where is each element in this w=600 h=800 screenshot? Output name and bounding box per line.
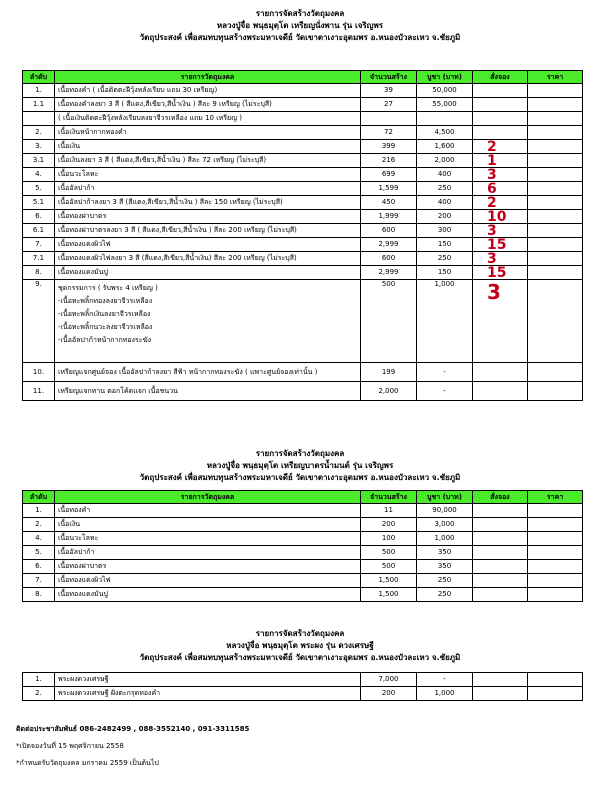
row-price: -	[417, 673, 473, 687]
row-price: 1,000	[417, 532, 473, 546]
row-no: 3.	[23, 140, 55, 154]
table-row	[23, 363, 583, 382]
row-order[interactable]	[473, 112, 528, 126]
row-no: 4.	[23, 532, 55, 546]
col-total: ราคา	[528, 491, 583, 504]
row-total[interactable]	[528, 182, 583, 196]
row-qty: 450	[361, 196, 417, 210]
table-row	[23, 687, 583, 701]
row-order[interactable]	[473, 98, 528, 112]
row-order[interactable]	[473, 504, 528, 518]
row-total[interactable]	[528, 98, 583, 112]
row-total[interactable]	[528, 84, 583, 98]
row-item: เนื้อเงิน	[55, 140, 361, 154]
row-price: 2,000	[417, 154, 473, 168]
row-order[interactable]: 1	[473, 154, 528, 168]
row-item: เนื้อทองคำ	[55, 504, 361, 518]
section2-title: รายการจัดสร้างวัตถุมงคล	[255, 449, 345, 458]
section1-title: รายการจัดสร้างวัตถุมงคล	[255, 9, 345, 18]
row-item: เนื้อเงินหน้ากากทองคำ	[55, 126, 361, 140]
row-order[interactable]: 6	[473, 182, 528, 196]
set-subitem: -เนื้อทะพลิ้กทองลงยาจีวรเหลือง	[58, 297, 153, 305]
row-item: เนื้ออัลปาก้าลงยา 3 สี (สีแดง,สีเขียว,สีน้ำเงิน ) สีละ 150 เหรียญ (ไม่ระบุสี)	[55, 196, 361, 210]
row-total[interactable]	[528, 210, 583, 224]
row-no	[23, 112, 55, 126]
row-order[interactable]	[473, 363, 528, 382]
row-total[interactable]	[528, 560, 583, 574]
row-order[interactable]	[473, 126, 528, 140]
row-qty: 11	[361, 504, 417, 518]
section2-header	[0, 448, 600, 484]
table-row	[23, 196, 583, 210]
table-row	[23, 382, 583, 401]
row-order[interactable]: 2	[473, 140, 528, 154]
row-order[interactable]	[473, 532, 528, 546]
section1-table	[22, 70, 583, 401]
row-order[interactable]	[473, 84, 528, 98]
table-row	[23, 252, 583, 266]
row-price: 350	[417, 560, 473, 574]
row-total[interactable]	[528, 224, 583, 238]
section3-purpose: วัตถุประสงค์ เพื่อสมทบทุนสร้างพระมหาเจดีย์ วัดเขาตาเงาะอุดมพร อ.หนองบัวละเหว จ.ชัยภูมิ	[139, 653, 461, 662]
row-item: เนื้อนวะโลหะ	[55, 168, 361, 182]
table-row	[23, 238, 583, 252]
row-item: เนื้อทองฝาบาตร	[55, 210, 361, 224]
set-subitem: -เนื้อทะพลิ้กเงินลงยาจีวรเหลือง	[58, 310, 151, 318]
row-no: 1.	[23, 504, 55, 518]
table-row	[23, 210, 583, 224]
table-row	[23, 140, 583, 154]
row-price: 250	[417, 182, 473, 196]
row-price: 300	[417, 224, 473, 238]
row-price: 200	[417, 210, 473, 224]
table-row-set	[23, 280, 583, 363]
row-no: 10.	[23, 363, 55, 382]
row-item: เนื้อทองแดงมันปู	[55, 266, 361, 280]
section1-purpose: วัตถุประสงค์ เพื่อสมทบทุนสร้างพระมหาเจดีย์ วัดเขาตาเงาะอุดมพร อ.หนองบัวละเหว จ.ชัยภูมิ	[139, 33, 461, 42]
row-total[interactable]	[528, 687, 583, 701]
row-no: 8.	[23, 588, 55, 602]
row-no: 2.	[23, 518, 55, 532]
table-row	[23, 168, 583, 182]
row-item: เนื้ออัลปาก้า	[55, 182, 361, 196]
row-item: เนื้อทองคำ ( เนื้อติดตะฝีวุ้งหลังเรียบ แถม 30 เหรียญ)	[55, 84, 361, 98]
row-qty: 500	[361, 280, 417, 363]
row-item: เหรียญแจกศูนย์จอง เนื้ออัลปาก้าลงยา สีฟ้า หน้ากากทองระฆัง ( แพาะศูนย์จองเท่านั้น )	[55, 363, 361, 382]
col-price: บูชา (บาท)	[417, 71, 473, 84]
row-price: 1,000	[417, 280, 473, 363]
row-qty: 2,999	[361, 238, 417, 252]
row-total[interactable]	[528, 363, 583, 382]
row-no: 8.	[23, 266, 55, 280]
row-order[interactable]	[473, 518, 528, 532]
row-qty: 1,599	[361, 182, 417, 196]
table-row	[23, 126, 583, 140]
footer-notes	[16, 723, 249, 770]
row-qty: 39	[361, 84, 417, 98]
table-row	[23, 98, 583, 112]
table-row	[23, 532, 583, 546]
row-total[interactable]	[528, 504, 583, 518]
row-price: 150	[417, 266, 473, 280]
row-price: 250	[417, 588, 473, 602]
row-order[interactable]: 10	[473, 210, 528, 224]
row-qty: 1,500	[361, 574, 417, 588]
col-order: สั่งจอง	[473, 491, 528, 504]
row-order[interactable]: 3	[473, 252, 528, 266]
open-date-note: *เปิดจองวันที่ 15 พฤศจิกายน 2558	[16, 742, 124, 750]
row-price: 3,000	[417, 518, 473, 532]
row-qty: 600	[361, 252, 417, 266]
row-no: 7.	[23, 574, 55, 588]
col-item: รายการวัตถุมงคล	[55, 71, 361, 84]
table-row	[23, 574, 583, 588]
row-qty: 500	[361, 546, 417, 560]
section1-subtitle: หลวงปู่จื่อ พนฺธมุตฺโต เหรียญนั่งพาน รุ่น เจริญพร	[216, 21, 384, 30]
row-no: 11.	[23, 382, 55, 401]
row-order[interactable]	[473, 673, 528, 687]
row-qty: 2,999	[361, 266, 417, 280]
section3-table	[22, 672, 583, 701]
table-row	[23, 546, 583, 560]
row-no: 6.	[23, 560, 55, 574]
row-qty: 500	[361, 560, 417, 574]
row-no: 9.	[23, 280, 55, 363]
col-item: รายการวัตถุมงคล	[55, 491, 361, 504]
row-price	[417, 112, 473, 126]
row-order[interactable]: 15	[473, 266, 528, 280]
row-item: เนื้อทองแดงมันปู	[55, 588, 361, 602]
row-item: เนื้ออัลปาก้า	[55, 546, 361, 560]
table-row	[23, 266, 583, 280]
row-no: 5.1	[23, 196, 55, 210]
row-qty	[361, 112, 417, 126]
row-qty: 72	[361, 126, 417, 140]
section3-header	[0, 628, 600, 664]
row-item: เนื้อทองแดงผิวไฟลงยา 3 สี (สีแดง,สีเขียว,สีน้ำเงิน) สีละ 200 เหรียญ (ไม่ระบุสี)	[55, 252, 361, 266]
table-row	[23, 504, 583, 518]
row-no: 2.	[23, 687, 55, 701]
table-header-row	[23, 491, 583, 504]
contact-line: ติดต่อประชาสัมพันธ์ 086-2482499 , 088-3552140 , 091-3311585	[16, 725, 250, 733]
row-total[interactable]	[528, 588, 583, 602]
row-item: เนื้อทองฝาบาตรลงยา 3 สี ( สีแดง,สีเขียว,สีน้ำเงิน ) สีละ 200 เหรียญ (ไม่ระบุสี)	[55, 224, 361, 238]
section2-subtitle: หลวงปู่จื่อ พนฺธมุตฺโต เหรียญบาตรน้ำมนต์ รุ่น เจริญพร	[206, 461, 394, 470]
row-order[interactable]: 3	[473, 168, 528, 182]
row-item: เนื้อนวะโลหะ	[55, 532, 361, 546]
section2-purpose: วัตถุประสงค์ เพื่อสมทบทุนสร้างพระมหาเจดีย์ วัดเขาตาเงาะอุดมพร อ.หนองบัวละเหว จ.ชัยภูมิ	[139, 473, 461, 482]
row-total[interactable]	[528, 154, 583, 168]
row-item: เนื้อทองคำลงยา 3 สี ( สีแดง,สีเขียว,สีน้ำเงิน ) สีละ 9 เหรียญ (ไม่ระบุสี)	[55, 98, 361, 112]
row-total[interactable]	[528, 382, 583, 401]
col-total: ราคา	[528, 71, 583, 84]
row-no: 7.	[23, 238, 55, 252]
row-no: 6.1	[23, 224, 55, 238]
row-total[interactable]	[528, 532, 583, 546]
row-item: เนื้อเงินลงยา 3 สี ( สีแดง,สีเขียว,สีน้ำเงิน ) สีละ 72 เหรียญ (ไม่ระบุสี)	[55, 154, 361, 168]
row-total[interactable]	[528, 518, 583, 532]
row-qty: 27	[361, 98, 417, 112]
row-total[interactable]	[528, 112, 583, 126]
col-no: ลำดับ	[23, 71, 55, 84]
row-item: พระผงดวงเศรษฐี ฝังตะกรุดทองคำ	[55, 687, 361, 701]
set-title: ชุดกรรมการ ( รับพระ 4 เหรียญ )	[58, 284, 158, 292]
row-no: 1.	[23, 673, 55, 687]
table-row	[23, 154, 583, 168]
row-order[interactable]: 3	[473, 280, 528, 363]
row-order[interactable]	[473, 687, 528, 701]
row-no: 4.	[23, 168, 55, 182]
row-total[interactable]	[528, 196, 583, 210]
row-price: 400	[417, 196, 473, 210]
row-price: -	[417, 382, 473, 401]
row-no: 2.	[23, 126, 55, 140]
row-price: 4,500	[417, 126, 473, 140]
col-qty: จำนวนสร้าง	[361, 491, 417, 504]
row-total[interactable]	[528, 252, 583, 266]
row-price: 250	[417, 574, 473, 588]
row-total[interactable]	[528, 280, 583, 363]
row-order[interactable]	[473, 574, 528, 588]
set-subitem: -เนื้ออัลปาก้าหน้ากากทองระฆัง	[58, 336, 152, 344]
table-row	[23, 224, 583, 238]
row-order[interactable]: 3	[473, 224, 528, 238]
row-no: 3.1	[23, 154, 55, 168]
row-total[interactable]	[528, 168, 583, 182]
section2-table	[22, 490, 583, 602]
row-no: 5.	[23, 182, 55, 196]
row-qty: 2,000	[361, 382, 417, 401]
row-no: 1.1	[23, 98, 55, 112]
row-item: เนื้อทองแดงผิวไฟ	[55, 238, 361, 252]
table-row	[23, 560, 583, 574]
row-item: เนื้อทองฝาบาตร	[55, 560, 361, 574]
row-qty: 100	[361, 532, 417, 546]
row-qty: 7,000	[361, 673, 417, 687]
row-qty: 1,999	[361, 210, 417, 224]
row-no: 1.	[23, 84, 55, 98]
col-order: สั่งจอง	[473, 71, 528, 84]
col-price: บูชา (บาท)	[417, 491, 473, 504]
row-no: 7.1	[23, 252, 55, 266]
row-order[interactable]: 15	[473, 238, 528, 252]
row-item: พระผงดวงเศรษฐี	[55, 673, 361, 687]
row-item: เนื้อเงิน	[55, 518, 361, 532]
row-price: 1,600	[417, 140, 473, 154]
table-row	[23, 518, 583, 532]
row-qty: 216	[361, 154, 417, 168]
row-price: 400	[417, 168, 473, 182]
row-item: ( เนื้อเงินติดตะฝีวุ้งหลังเรียบลงยาจีวรเหลือง แถม 10 เหรียญ )	[55, 112, 361, 126]
row-total[interactable]	[528, 238, 583, 252]
row-item: เหรียญแจกทาน ตอกโค้ดแจก เนื้อชนวน	[55, 382, 361, 401]
set-subitem: -เนื้อทะพลิ้กนวะลงยาจีวรเหลือง	[58, 323, 153, 331]
row-qty: 200	[361, 687, 417, 701]
section3-title: รายการจัดสร้างวัตถุมงคล	[255, 629, 345, 638]
row-qty: 200	[361, 518, 417, 532]
set-items	[55, 280, 361, 363]
row-total[interactable]	[528, 126, 583, 140]
section1-header	[0, 8, 600, 44]
row-order[interactable]: 2	[473, 196, 528, 210]
receive-date-note: *กำหนดรับวัตถุมงคล มกราคม 2559 เป็นต้นไป	[16, 759, 159, 767]
row-order[interactable]	[473, 382, 528, 401]
row-no: 6.	[23, 210, 55, 224]
row-price: 350	[417, 546, 473, 560]
row-total[interactable]	[528, 266, 583, 280]
row-qty: 1,500	[361, 588, 417, 602]
row-total[interactable]	[528, 140, 583, 154]
row-item: เนื้อทองแดงผิวไฟ	[55, 574, 361, 588]
table-row	[23, 588, 583, 602]
row-total[interactable]	[528, 546, 583, 560]
row-order[interactable]	[473, 588, 528, 602]
row-total[interactable]	[528, 673, 583, 687]
table-header-row	[23, 71, 583, 84]
row-qty: 600	[361, 224, 417, 238]
row-price: 250	[417, 252, 473, 266]
section3-subtitle: หลวงปู่จื่อ พนฺธมุตฺโต พระผง รุ่น ดวงเศรษฐี	[226, 641, 374, 650]
row-price: -	[417, 363, 473, 382]
row-no: 5.	[23, 546, 55, 560]
row-qty: 699	[361, 168, 417, 182]
row-order[interactable]	[473, 560, 528, 574]
table-row	[23, 182, 583, 196]
col-qty: จำนวนสร้าง	[361, 71, 417, 84]
row-order[interactable]	[473, 546, 528, 560]
row-price: 1,000	[417, 687, 473, 701]
row-qty: 199	[361, 363, 417, 382]
col-no: ลำดับ	[23, 491, 55, 504]
row-price: 50,000	[417, 84, 473, 98]
row-total[interactable]	[528, 574, 583, 588]
row-price: 55,000	[417, 98, 473, 112]
row-qty: 399	[361, 140, 417, 154]
table-row	[23, 112, 583, 126]
table-row	[23, 673, 583, 687]
row-price: 150	[417, 238, 473, 252]
table-row	[23, 84, 583, 98]
row-price: 90,000	[417, 504, 473, 518]
